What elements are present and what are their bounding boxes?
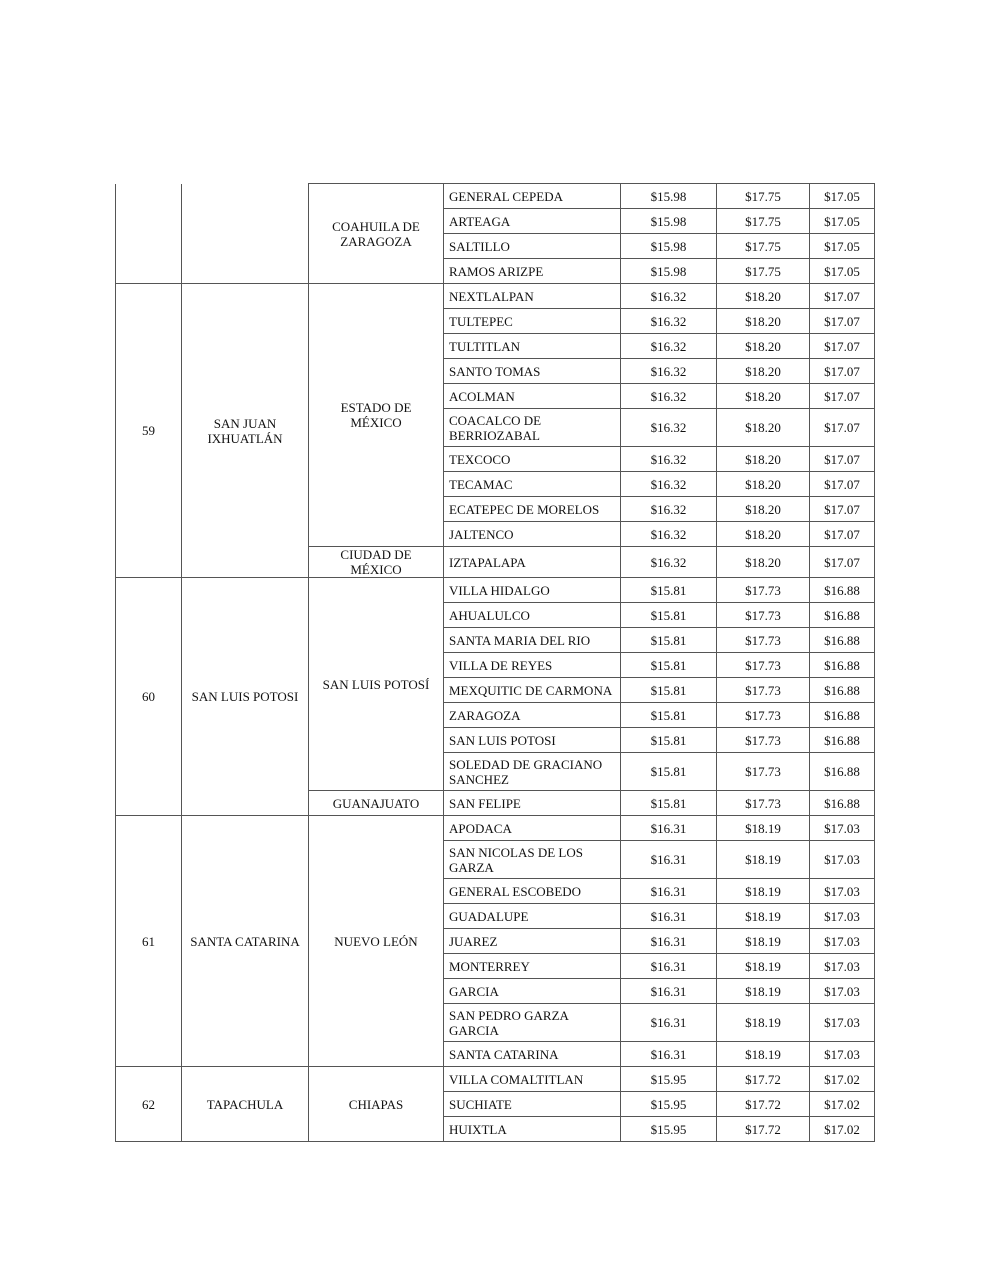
municipality-cell: APODACA xyxy=(444,816,621,841)
value-2-cell: $18.19 xyxy=(717,841,810,879)
table-row xyxy=(116,284,875,309)
value-3-cell: $16.88 xyxy=(810,728,875,753)
state-cell: CHIAPAS xyxy=(309,1067,444,1142)
value-3-cell: $16.88 xyxy=(810,703,875,728)
zone-number-cell: 62 xyxy=(116,1067,182,1142)
value-2-cell: $17.73 xyxy=(717,753,810,791)
value-3-cell: $17.03 xyxy=(810,904,875,929)
municipality-cell: IZTAPALAPA xyxy=(444,547,621,578)
municipality-cell: VILLA COMALTITLAN xyxy=(444,1067,621,1092)
zone-number-cell: 59 xyxy=(116,284,182,578)
municipality-cell: RAMOS ARIZPE xyxy=(444,259,621,284)
value-1-cell: $15.98 xyxy=(621,234,717,259)
zone-number-cell: 61 xyxy=(116,816,182,1067)
state-cell: COAHUILA DE ZARAGOZA xyxy=(309,184,444,284)
value-1-cell: $16.31 xyxy=(621,841,717,879)
zone-number-cell xyxy=(116,184,182,284)
municipality-cell: GUADALUPE xyxy=(444,904,621,929)
value-3-cell: $17.07 xyxy=(810,522,875,547)
municipality-cell: SAN PEDRO GARZA GARCIA xyxy=(444,1004,621,1042)
value-2-cell: $17.73 xyxy=(717,628,810,653)
value-3-cell: $17.05 xyxy=(810,184,875,209)
municipality-cell: SUCHIATE xyxy=(444,1092,621,1117)
value-3-cell: $17.02 xyxy=(810,1092,875,1117)
value-2-cell: $18.19 xyxy=(717,904,810,929)
municipality-cell: JUAREZ xyxy=(444,929,621,954)
value-3-cell: $17.07 xyxy=(810,359,875,384)
municipality-cell: TULTEPEC xyxy=(444,309,621,334)
value-3-cell: $17.05 xyxy=(810,259,875,284)
value-2-cell: $17.72 xyxy=(717,1092,810,1117)
zone-city-cell: SAN LUIS POTOSI xyxy=(182,578,309,816)
value-1-cell: $16.32 xyxy=(621,497,717,522)
value-3-cell: $17.07 xyxy=(810,384,875,409)
value-3-cell: $17.07 xyxy=(810,447,875,472)
value-3-cell: $17.05 xyxy=(810,234,875,259)
value-3-cell: $17.05 xyxy=(810,209,875,234)
municipality-cell: GENERAL CEPEDA xyxy=(444,184,621,209)
value-3-cell: $17.02 xyxy=(810,1067,875,1092)
value-1-cell: $16.32 xyxy=(621,409,717,447)
municipality-cell: HUIXTLA xyxy=(444,1117,621,1142)
value-1-cell: $16.31 xyxy=(621,816,717,841)
value-2-cell: $17.73 xyxy=(717,603,810,628)
value-3-cell: $17.03 xyxy=(810,1004,875,1042)
municipality-cell: ACOLMAN xyxy=(444,384,621,409)
value-3-cell: $17.03 xyxy=(810,929,875,954)
value-1-cell: $16.32 xyxy=(621,547,717,578)
value-3-cell: $17.03 xyxy=(810,1042,875,1067)
value-1-cell: $15.81 xyxy=(621,603,717,628)
value-3-cell: $17.02 xyxy=(810,1117,875,1142)
value-2-cell: $17.75 xyxy=(717,259,810,284)
municipality-cell: GENERAL ESCOBEDO xyxy=(444,879,621,904)
value-2-cell: $17.73 xyxy=(717,653,810,678)
value-1-cell: $16.32 xyxy=(621,359,717,384)
value-2-cell: $18.20 xyxy=(717,447,810,472)
value-2-cell: $18.20 xyxy=(717,334,810,359)
value-2-cell: $18.20 xyxy=(717,547,810,578)
value-2-cell: $17.75 xyxy=(717,209,810,234)
value-1-cell: $15.95 xyxy=(621,1117,717,1142)
value-1-cell: $16.32 xyxy=(621,309,717,334)
value-2-cell: $18.19 xyxy=(717,929,810,954)
value-3-cell: $17.07 xyxy=(810,334,875,359)
value-1-cell: $15.81 xyxy=(621,753,717,791)
value-3-cell: $16.88 xyxy=(810,791,875,816)
value-2-cell: $18.19 xyxy=(717,879,810,904)
municipality-cell: ARTEAGA xyxy=(444,209,621,234)
price-table xyxy=(115,183,875,1142)
value-1-cell: $15.81 xyxy=(621,728,717,753)
value-1-cell: $16.32 xyxy=(621,384,717,409)
table-row xyxy=(116,1067,875,1092)
value-2-cell: $18.20 xyxy=(717,359,810,384)
municipality-cell: TEXCOCO xyxy=(444,447,621,472)
municipality-cell: SAN NICOLAS DE LOS GARZA xyxy=(444,841,621,879)
value-1-cell: $15.81 xyxy=(621,703,717,728)
table-row xyxy=(116,816,875,841)
municipality-cell: COACALCO DE BERRIOZABAL xyxy=(444,409,621,447)
value-3-cell: $17.03 xyxy=(810,954,875,979)
value-3-cell: $16.88 xyxy=(810,603,875,628)
zone-number-cell: 60 xyxy=(116,578,182,816)
municipality-cell: TULTITLAN xyxy=(444,334,621,359)
municipality-cell: VILLA DE REYES xyxy=(444,653,621,678)
zone-city-cell: TAPACHULA xyxy=(182,1067,309,1142)
value-2-cell: $18.19 xyxy=(717,979,810,1004)
value-1-cell: $15.81 xyxy=(621,678,717,703)
value-1-cell: $15.95 xyxy=(621,1067,717,1092)
value-3-cell: $17.03 xyxy=(810,841,875,879)
value-3-cell: $17.07 xyxy=(810,284,875,309)
value-1-cell: $16.32 xyxy=(621,284,717,309)
value-1-cell: $16.32 xyxy=(621,447,717,472)
municipality-cell: AHUALULCO xyxy=(444,603,621,628)
value-2-cell: $17.73 xyxy=(717,791,810,816)
municipality-cell: SANTA CATARINA xyxy=(444,1042,621,1067)
municipality-cell: SANTO TOMAS xyxy=(444,359,621,384)
table-body xyxy=(116,184,875,1142)
value-3-cell: $17.07 xyxy=(810,497,875,522)
value-1-cell: $16.32 xyxy=(621,334,717,359)
value-2-cell: $18.20 xyxy=(717,522,810,547)
value-1-cell: $15.98 xyxy=(621,184,717,209)
value-2-cell: $17.73 xyxy=(717,578,810,603)
value-3-cell: $16.88 xyxy=(810,678,875,703)
municipality-cell: SANTA MARIA DEL RIO xyxy=(444,628,621,653)
value-3-cell: $17.03 xyxy=(810,979,875,1004)
value-2-cell: $18.20 xyxy=(717,309,810,334)
zone-city-cell: SANTA CATARINA xyxy=(182,816,309,1067)
value-1-cell: $15.81 xyxy=(621,791,717,816)
value-2-cell: $17.73 xyxy=(717,678,810,703)
value-1-cell: $16.31 xyxy=(621,904,717,929)
value-3-cell: $16.88 xyxy=(810,628,875,653)
value-3-cell: $17.03 xyxy=(810,816,875,841)
municipality-cell: SOLEDAD DE GRACIANO SANCHEZ xyxy=(444,753,621,791)
zone-city-cell xyxy=(182,184,309,284)
municipality-cell: VILLA HIDALGO xyxy=(444,578,621,603)
state-cell: NUEVO LEÓN xyxy=(309,816,444,1067)
zone-city-cell: SAN JUAN IXHUATLÁN xyxy=(182,284,309,578)
table-row xyxy=(116,184,875,209)
value-2-cell: $18.19 xyxy=(717,1004,810,1042)
value-3-cell: $17.03 xyxy=(810,879,875,904)
table-row xyxy=(116,578,875,603)
value-1-cell: $15.81 xyxy=(621,628,717,653)
value-2-cell: $18.19 xyxy=(717,954,810,979)
value-3-cell: $17.07 xyxy=(810,547,875,578)
value-1-cell: $15.81 xyxy=(621,578,717,603)
value-2-cell: $18.20 xyxy=(717,284,810,309)
state-cell: CIUDAD DE MÉXICO xyxy=(309,547,444,578)
value-2-cell: $18.20 xyxy=(717,497,810,522)
municipality-cell: JALTENCO xyxy=(444,522,621,547)
value-2-cell: $18.20 xyxy=(717,472,810,497)
value-2-cell: $17.72 xyxy=(717,1117,810,1142)
value-1-cell: $16.31 xyxy=(621,879,717,904)
value-2-cell: $18.20 xyxy=(717,384,810,409)
value-1-cell: $16.31 xyxy=(621,1042,717,1067)
value-1-cell: $15.95 xyxy=(621,1092,717,1117)
value-1-cell: $15.98 xyxy=(621,209,717,234)
value-3-cell: $16.88 xyxy=(810,653,875,678)
value-1-cell: $16.32 xyxy=(621,522,717,547)
municipality-cell: MONTERREY xyxy=(444,954,621,979)
municipality-cell: ZARAGOZA xyxy=(444,703,621,728)
municipality-cell: ECATEPEC DE MORELOS xyxy=(444,497,621,522)
municipality-cell: MEXQUITIC DE CARMONA xyxy=(444,678,621,703)
value-1-cell: $16.31 xyxy=(621,954,717,979)
value-1-cell: $16.31 xyxy=(621,979,717,1004)
value-1-cell: $16.31 xyxy=(621,1004,717,1042)
value-2-cell: $17.75 xyxy=(717,234,810,259)
state-cell: GUANAJUATO xyxy=(309,791,444,816)
value-2-cell: $18.19 xyxy=(717,1042,810,1067)
municipality-cell: SALTILLO xyxy=(444,234,621,259)
state-cell: ESTADO DE MÉXICO xyxy=(309,284,444,547)
municipality-cell: NEXTLALPAN xyxy=(444,284,621,309)
value-3-cell: $17.07 xyxy=(810,309,875,334)
state-cell: SAN LUIS POTOSÍ xyxy=(309,578,444,791)
value-3-cell: $17.07 xyxy=(810,409,875,447)
value-2-cell: $18.20 xyxy=(717,409,810,447)
value-1-cell: $15.98 xyxy=(621,259,717,284)
value-2-cell: $18.19 xyxy=(717,816,810,841)
value-3-cell: $16.88 xyxy=(810,578,875,603)
value-3-cell: $17.07 xyxy=(810,472,875,497)
value-2-cell: $17.75 xyxy=(717,184,810,209)
municipality-cell: TECAMAC xyxy=(444,472,621,497)
value-1-cell: $16.31 xyxy=(621,929,717,954)
value-1-cell: $16.32 xyxy=(621,472,717,497)
value-2-cell: $17.73 xyxy=(717,703,810,728)
value-3-cell: $16.88 xyxy=(810,753,875,791)
value-2-cell: $17.73 xyxy=(717,728,810,753)
value-1-cell: $15.81 xyxy=(621,653,717,678)
value-2-cell: $17.72 xyxy=(717,1067,810,1092)
municipality-cell: GARCIA xyxy=(444,979,621,1004)
municipality-cell: SAN LUIS POTOSI xyxy=(444,728,621,753)
municipality-cell: SAN FELIPE xyxy=(444,791,621,816)
